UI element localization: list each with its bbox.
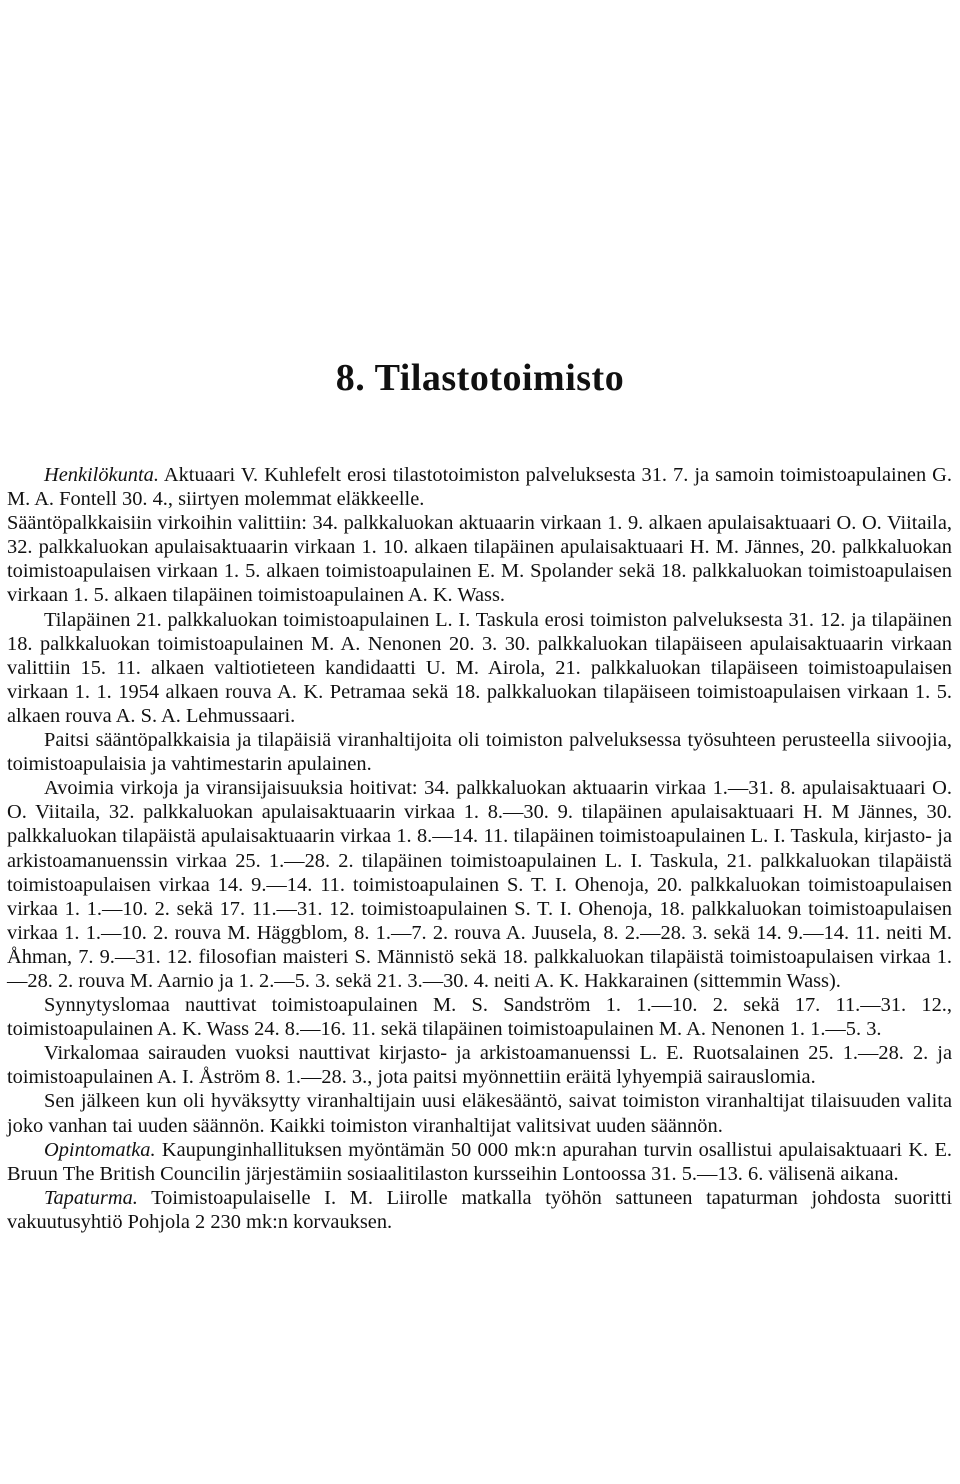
paragraph-text: Synnytyslomaa nauttivat toimistoapulainen M. S. Sandström 1. 1.—10. 2. sekä 17. 11.—31. 12., toimistoapulainen A. K. Wass 24. 8.—16. 11. sekä tilapäinen toimistoapulainen M. A. Nenonen 1. 1.—5. 3. bbox=[7, 994, 952, 1041]
paragraph-opintomatka bbox=[7, 1138, 952, 1186]
paragraph-text: Virkalomaa sairauden vuoksi nauttivat kirjasto- ja arkistoamanuenssi L. E. Ruotsalainen 25. 1.—28. 2. ja toimistoapulainen A. I. Åström 8. 1.—28. 3., jota paitsi myönnettiin eräitä lyhyempiä sairauslomia. bbox=[7, 1042, 952, 1089]
paragraph-henkilokunta bbox=[7, 463, 952, 511]
paragraph-text: Sääntöpalkkaisiin virkoihin valittiin: 34. palkkaluokan aktuaarin virkaan 1. 9. alkaen apulaisaktuaari O. O. Viitaila, 32. palkkaluokan apulaisaktuaarin virkaan 1. 10. alkaen tilapäinen apulaisaktuaari H. M. Jännes, 20. palkkaluokan toimistoapulaisen virkaan 1. 5. alkaen toimistoapulainen E. M. Spolander sekä 18. palkkaluokan toimistoapulaisen virkaan 1. 5. alkaen tilapäinen toimistoapulainen A. K. Wass. bbox=[7, 512, 952, 607]
paragraph-tilapainen bbox=[7, 608, 952, 728]
paragraph-text: Kaupunginhallituksen myöntämän 50 000 mk:n apurahan turvin osallistui apulaisaktuaari K. E. Bruun The British Councilin järjestämiin sosiaalitilaston kursseihin Lontoossa 31. 5.—13. 6. välisenä aikana. bbox=[7, 1138, 952, 1185]
paragraph-synnytyslomaa bbox=[7, 993, 952, 1041]
body-text bbox=[7, 463, 952, 1234]
paragraph-saantopalkkaisiin bbox=[7, 511, 952, 607]
paragraph-text: Tilapäinen 21. palkkaluokan toimistoapulainen L. I. Taskula erosi toimiston palveluksesta 31. 12. ja tilapäinen 18. palkkaluokan toimistoapulainen M. A. Nenonen 20. 3. 30. palkkaluokan tilapäiseen apulaisaktuaarin virkaan valittiin 15. 11. alkaen valtiotieteen kandidaatti U. M. Airola, 21. palkkaluokan tilapäiseen toimistoapulaisen virkaan 1. 1. 1954 alkaen rouva A. K. Petramaa sekä 18. palkkaluokan tilapäiseen toimistoapulaisen virkaan 1. 5. alkaen rouva A. S. A. Lehmussaari. bbox=[7, 608, 952, 727]
paragraph-tapaturma bbox=[7, 1186, 952, 1234]
paragraph-avoimia bbox=[7, 776, 952, 993]
paragraph-elakesaanto bbox=[7, 1089, 952, 1137]
paragraph-text: Sen jälkeen kun oli hyväksytty viranhaltijain uusi eläkesääntö, saivat toimiston viranhaltijat tilaisuuden valita joko vanhan tai uuden säännön. Kaikki toimiston viranhaltijat valitsivat uuden säännön. bbox=[7, 1090, 952, 1137]
section-heading: 8. Tilastotoimisto bbox=[335, 357, 625, 399]
paragraph-virkalomaa bbox=[7, 1041, 952, 1089]
paragraph-text: Toimistoapulaiselle I. M. Liirolle matkalla työhön sattuneen tapaturman johdosta suoritti vakuutusyhtiö Pohjola 2 230 mk:n korvauksen. bbox=[7, 1186, 952, 1233]
paragraph-text: Aktuaari V. Kuhlefelt erosi tilastotoimiston palveluksesta 31. 7. ja samoin toimistoapulainen G. M. A. Fontell 30. 4., siirtyen molemmat eläkkeelle. bbox=[7, 464, 952, 511]
paragraph-text: Paitsi sääntöpalkkaisia ja tilapäisiä viranhaltijoita oli toimiston palveluksessa työsuhteen perusteella siivoojia, toimistoapulaisia ja vahtimestarin apulainen. bbox=[7, 729, 952, 776]
paragraph-lead: Tapaturma. bbox=[44, 1186, 138, 1209]
paragraph-text: Avoimia virkoja ja viransijaisuuksia hoitivat: 34. palkkaluokan aktuaarin virkaa 1.—31. 8. apulaisaktuaari O. O. Viitaila, 32. palkkaluokan apulaisaktuaarin virkaa 1. 8.—30. 9. tilapäinen apulaisaktuaari H. M Jännes, 30. palkkaluokan tilapäistä apulaisaktuaarin virkaa 1. 8.—14. 11. tilapäinen toimistoapulainen L. I. Taskula, kirjasto- ja arkistoamanuenssin virkaa 25. 1.—28. 2. tilapäinen toimistoapulainen L. I. Taskula, 21. palkkaluokan tilapäistä toimistoapulaisen virkaa 14. 9.—14. 11. toimistoapulainen S. T. I. Ohenoja, 20. palkkaluokan toimistoapulaisen virkaa 1. 1.—10. 2. sekä 17. 11.—31. 12. toimistoapulainen S. T. I. Ohenoja, 18. palkkaluokan toimistoapulaisen virkaa 1. 1.—10. 2. rouva M. Häggblom, 8. 1.—7. 2. rouva A. Juusela, 8. 2.—28. 3. sekä 14. 9.—14. 11. neiti M. Åhman, 7. 9.—31. 12. filosofian maisteri S. Männistö sekä 18. palkkaluokan tilapäistä toimistoapulaisen virkaa 1.—28. 2. rouva M. Aarnio ja 1. 2.—5. 3. sekä 21. 3.—30. 4. neiti A. K. Hakkarainen (sittemmin Wass). bbox=[7, 777, 952, 992]
paragraph-lead: Opintomatka. bbox=[44, 1138, 156, 1161]
paragraph-lead: Henkilökunta. bbox=[44, 464, 159, 486]
paragraph-paitsi bbox=[7, 728, 952, 776]
